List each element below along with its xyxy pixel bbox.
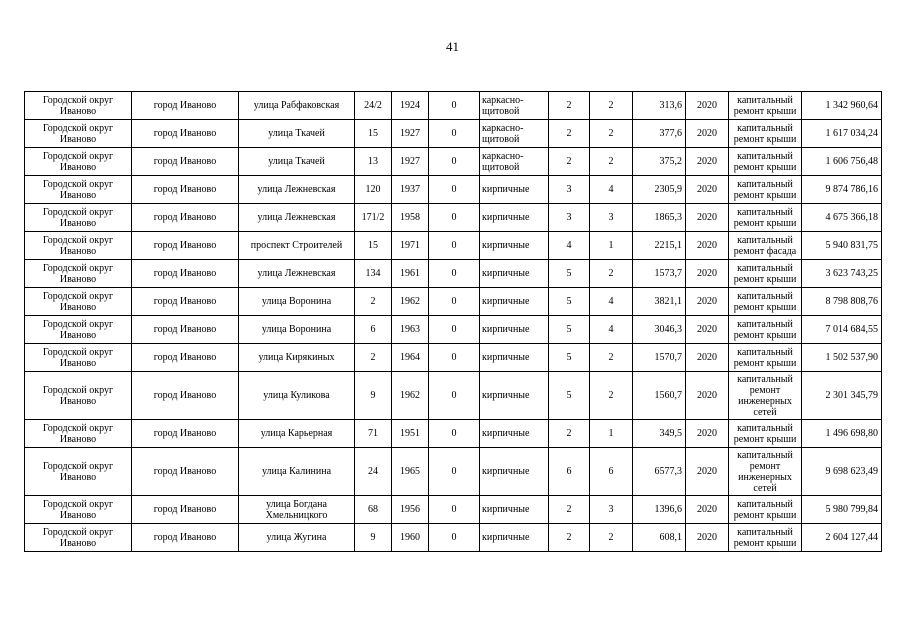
table-row (25, 176, 882, 204)
work-type-cell: капитальный ремонт крыши (729, 260, 802, 288)
table-body (25, 92, 882, 552)
floors-cell: 2 (549, 92, 590, 120)
table-row (25, 260, 882, 288)
plan-year-cell: 2020 (686, 232, 729, 260)
wall-material-cell: кирпичные (480, 420, 549, 448)
plan-year-cell: 2020 (686, 524, 729, 552)
municipality-cell: Городской округ Иваново (25, 232, 132, 260)
table-row (25, 420, 882, 448)
municipality-cell: Городской округ Иваново (25, 92, 132, 120)
build-year-cell: 1962 (392, 372, 429, 420)
entrances-cell: 2 (590, 344, 633, 372)
street-cell: улица Богдана Хмельницкого (239, 496, 355, 524)
entrances-cell: 4 (590, 316, 633, 344)
settlement-cell: город Иваново (132, 232, 239, 260)
build-year-cell: 1965 (392, 448, 429, 496)
municipality-cell: Городской округ Иваново (25, 316, 132, 344)
floors-cell: 5 (549, 372, 590, 420)
municipality-cell: Городской округ Иваново (25, 372, 132, 420)
plan-year-cell: 2020 (686, 496, 729, 524)
settlement-cell: город Иваново (132, 176, 239, 204)
zero-cell: 0 (429, 148, 480, 176)
cost-cell: 5 940 831,75 (802, 232, 882, 260)
floors-cell: 2 (549, 120, 590, 148)
zero-cell: 0 (429, 372, 480, 420)
entrances-cell: 3 (590, 496, 633, 524)
work-type-cell: капитальный ремонт крыши (729, 420, 802, 448)
cost-cell: 5 980 799,84 (802, 496, 882, 524)
plan-year-cell: 2020 (686, 420, 729, 448)
page-number: 41 (446, 39, 459, 54)
settlement-cell: город Иваново (132, 448, 239, 496)
plan-year-cell: 2020 (686, 260, 729, 288)
plan-year-cell: 2020 (686, 448, 729, 496)
settlement-cell: город Иваново (132, 420, 239, 448)
settlement-cell: город Иваново (132, 288, 239, 316)
house-number-cell: 9 (355, 372, 392, 420)
build-year-cell: 1937 (392, 176, 429, 204)
entrances-cell: 1 (590, 420, 633, 448)
build-year-cell: 1960 (392, 524, 429, 552)
cost-cell: 8 798 808,76 (802, 288, 882, 316)
zero-cell: 0 (429, 92, 480, 120)
work-type-cell: капитальный ремонт крыши (729, 176, 802, 204)
floors-cell: 3 (549, 204, 590, 232)
entrances-cell: 2 (590, 524, 633, 552)
house-number-cell: 134 (355, 260, 392, 288)
street-cell: улица Кирякиных (239, 344, 355, 372)
plan-year-cell: 2020 (686, 120, 729, 148)
floors-cell: 5 (549, 316, 590, 344)
build-year-cell: 1971 (392, 232, 429, 260)
house-number-cell: 24/2 (355, 92, 392, 120)
cost-cell: 7 014 684,55 (802, 316, 882, 344)
wall-material-cell: кирпичные (480, 176, 549, 204)
plan-year-cell: 2020 (686, 372, 729, 420)
floors-cell: 3 (549, 176, 590, 204)
wall-material-cell: кирпичные (480, 496, 549, 524)
street-cell: улица Лежневская (239, 176, 355, 204)
cost-cell: 2 301 345,79 (802, 372, 882, 420)
floors-cell: 2 (549, 420, 590, 448)
cost-cell: 1 496 698,80 (802, 420, 882, 448)
entrances-cell: 2 (590, 148, 633, 176)
zero-cell: 0 (429, 316, 480, 344)
table-row (25, 448, 882, 496)
zero-cell: 0 (429, 344, 480, 372)
municipality-cell: Городской округ Иваново (25, 260, 132, 288)
municipality-cell: Городской округ Иваново (25, 344, 132, 372)
zero-cell: 0 (429, 288, 480, 316)
wall-material-cell: кирпичные (480, 344, 549, 372)
cost-cell: 1 342 960,64 (802, 92, 882, 120)
work-type-cell: капитальный ремонт крыши (729, 524, 802, 552)
street-cell: улица Лежневская (239, 260, 355, 288)
build-year-cell: 1927 (392, 120, 429, 148)
work-type-cell: капитальный ремонт крыши (729, 148, 802, 176)
wall-material-cell: кирпичные (480, 232, 549, 260)
work-type-cell: капитальный ремонт крыши (729, 344, 802, 372)
zero-cell: 0 (429, 232, 480, 260)
entrances-cell: 2 (590, 92, 633, 120)
floors-cell: 2 (549, 496, 590, 524)
floors-cell: 6 (549, 448, 590, 496)
municipality-cell: Городской округ Иваново (25, 448, 132, 496)
build-year-cell: 1961 (392, 260, 429, 288)
build-year-cell: 1951 (392, 420, 429, 448)
municipality-cell: Городской округ Иваново (25, 496, 132, 524)
work-type-cell: капитальный ремонт крыши (729, 92, 802, 120)
build-year-cell: 1962 (392, 288, 429, 316)
floors-cell: 5 (549, 260, 590, 288)
house-number-cell: 6 (355, 316, 392, 344)
house-number-cell: 2 (355, 288, 392, 316)
house-number-cell: 15 (355, 232, 392, 260)
area-cell: 377,6 (633, 120, 686, 148)
work-type-cell: капитальный ремонт крыши (729, 316, 802, 344)
floors-cell: 2 (549, 148, 590, 176)
zero-cell: 0 (429, 120, 480, 148)
street-cell: улица Рабфаковская (239, 92, 355, 120)
area-cell: 375,2 (633, 148, 686, 176)
zero-cell: 0 (429, 260, 480, 288)
table-row (25, 524, 882, 552)
zero-cell: 0 (429, 176, 480, 204)
settlement-cell: город Иваново (132, 344, 239, 372)
area-cell: 2215,1 (633, 232, 686, 260)
area-cell: 349,5 (633, 420, 686, 448)
plan-year-cell: 2020 (686, 176, 729, 204)
entrances-cell: 2 (590, 372, 633, 420)
house-number-cell: 24 (355, 448, 392, 496)
build-year-cell: 1958 (392, 204, 429, 232)
floors-cell: 5 (549, 344, 590, 372)
work-type-cell: капитальный ремонт фасада (729, 232, 802, 260)
street-cell: улица Калинина (239, 448, 355, 496)
table-row (25, 344, 882, 372)
house-number-cell: 2 (355, 344, 392, 372)
municipality-cell: Городской округ Иваново (25, 420, 132, 448)
table-row (25, 372, 882, 420)
entrances-cell: 2 (590, 120, 633, 148)
plan-year-cell: 2020 (686, 288, 729, 316)
municipality-cell: Городской округ Иваново (25, 120, 132, 148)
settlement-cell: город Иваново (132, 148, 239, 176)
cost-cell: 1 617 034,24 (802, 120, 882, 148)
street-cell: проспект Строителей (239, 232, 355, 260)
wall-material-cell: каркасно-щитовой (480, 92, 549, 120)
house-number-cell: 171/2 (355, 204, 392, 232)
build-year-cell: 1956 (392, 496, 429, 524)
house-number-cell: 13 (355, 148, 392, 176)
work-type-cell: капитальный ремонт инженерных сетей (729, 372, 802, 420)
plan-year-cell: 2020 (686, 204, 729, 232)
wall-material-cell: кирпичные (480, 316, 549, 344)
area-cell: 3821,1 (633, 288, 686, 316)
settlement-cell: город Иваново (132, 260, 239, 288)
work-type-cell: капитальный ремонт крыши (729, 288, 802, 316)
street-cell: улица Ткачей (239, 120, 355, 148)
zero-cell: 0 (429, 420, 480, 448)
area-cell: 1560,7 (633, 372, 686, 420)
wall-material-cell: кирпичные (480, 260, 549, 288)
entrances-cell: 1 (590, 232, 633, 260)
build-year-cell: 1924 (392, 92, 429, 120)
municipality-cell: Городской округ Иваново (25, 148, 132, 176)
municipality-cell: Городской округ Иваново (25, 288, 132, 316)
house-number-cell: 68 (355, 496, 392, 524)
zero-cell: 0 (429, 448, 480, 496)
wall-material-cell: кирпичные (480, 524, 549, 552)
entrances-cell: 3 (590, 204, 633, 232)
table-row (25, 204, 882, 232)
table-row (25, 232, 882, 260)
plan-year-cell: 2020 (686, 316, 729, 344)
table-row (25, 92, 882, 120)
table-row (25, 148, 882, 176)
wall-material-cell: кирпичные (480, 204, 549, 232)
street-cell: улица Карьерная (239, 420, 355, 448)
area-cell: 3046,3 (633, 316, 686, 344)
table-row (25, 288, 882, 316)
area-cell: 1396,6 (633, 496, 686, 524)
build-year-cell: 1927 (392, 148, 429, 176)
wall-material-cell: кирпичные (480, 372, 549, 420)
cost-cell: 4 675 366,18 (802, 204, 882, 232)
area-cell: 608,1 (633, 524, 686, 552)
table-row (25, 316, 882, 344)
work-type-cell: капитальный ремонт крыши (729, 204, 802, 232)
municipality-cell: Городской округ Иваново (25, 176, 132, 204)
cost-cell: 1 502 537,90 (802, 344, 882, 372)
settlement-cell: город Иваново (132, 524, 239, 552)
settlement-cell: город Иваново (132, 204, 239, 232)
cost-cell: 9 698 623,49 (802, 448, 882, 496)
floors-cell: 2 (549, 524, 590, 552)
cost-cell: 9 874 786,16 (802, 176, 882, 204)
entrances-cell: 6 (590, 448, 633, 496)
settlement-cell: город Иваново (132, 120, 239, 148)
zero-cell: 0 (429, 204, 480, 232)
entrances-cell: 4 (590, 288, 633, 316)
house-number-cell: 71 (355, 420, 392, 448)
floors-cell: 5 (549, 288, 590, 316)
plan-year-cell: 2020 (686, 92, 729, 120)
street-cell: улица Ткачей (239, 148, 355, 176)
floors-cell: 4 (549, 232, 590, 260)
street-cell: улица Лежневская (239, 204, 355, 232)
table-row (25, 496, 882, 524)
cost-cell: 3 623 743,25 (802, 260, 882, 288)
cost-cell: 1 606 756,48 (802, 148, 882, 176)
street-cell: улица Куликова (239, 372, 355, 420)
table-row (25, 120, 882, 148)
wall-material-cell: кирпичные (480, 448, 549, 496)
plan-year-cell: 2020 (686, 148, 729, 176)
area-cell: 1570,7 (633, 344, 686, 372)
work-type-cell: капитальный ремонт инженерных сетей (729, 448, 802, 496)
zero-cell: 0 (429, 496, 480, 524)
area-cell: 2305,9 (633, 176, 686, 204)
area-cell: 6577,3 (633, 448, 686, 496)
zero-cell: 0 (429, 524, 480, 552)
municipality-cell: Городской округ Иваново (25, 204, 132, 232)
house-number-cell: 15 (355, 120, 392, 148)
build-year-cell: 1964 (392, 344, 429, 372)
cost-cell: 2 604 127,44 (802, 524, 882, 552)
area-cell: 1865,3 (633, 204, 686, 232)
settlement-cell: город Иваново (132, 496, 239, 524)
house-number-cell: 9 (355, 524, 392, 552)
plan-year-cell: 2020 (686, 344, 729, 372)
area-cell: 313,6 (633, 92, 686, 120)
housing-repair-table (24, 91, 882, 552)
wall-material-cell: кирпичные (480, 288, 549, 316)
street-cell: улица Воронина (239, 316, 355, 344)
municipality-cell: Городской округ Иваново (25, 524, 132, 552)
wall-material-cell: каркасно-щитовой (480, 148, 549, 176)
street-cell: улица Воронина (239, 288, 355, 316)
build-year-cell: 1963 (392, 316, 429, 344)
settlement-cell: город Иваново (132, 316, 239, 344)
entrances-cell: 2 (590, 260, 633, 288)
area-cell: 1573,7 (633, 260, 686, 288)
entrances-cell: 4 (590, 176, 633, 204)
settlement-cell: город Иваново (132, 92, 239, 120)
work-type-cell: капитальный ремонт крыши (729, 496, 802, 524)
wall-material-cell: каркасно-щитовой (480, 120, 549, 148)
house-number-cell: 120 (355, 176, 392, 204)
settlement-cell: город Иваново (132, 372, 239, 420)
street-cell: улица Жугина (239, 524, 355, 552)
work-type-cell: капитальный ремонт крыши (729, 120, 802, 148)
